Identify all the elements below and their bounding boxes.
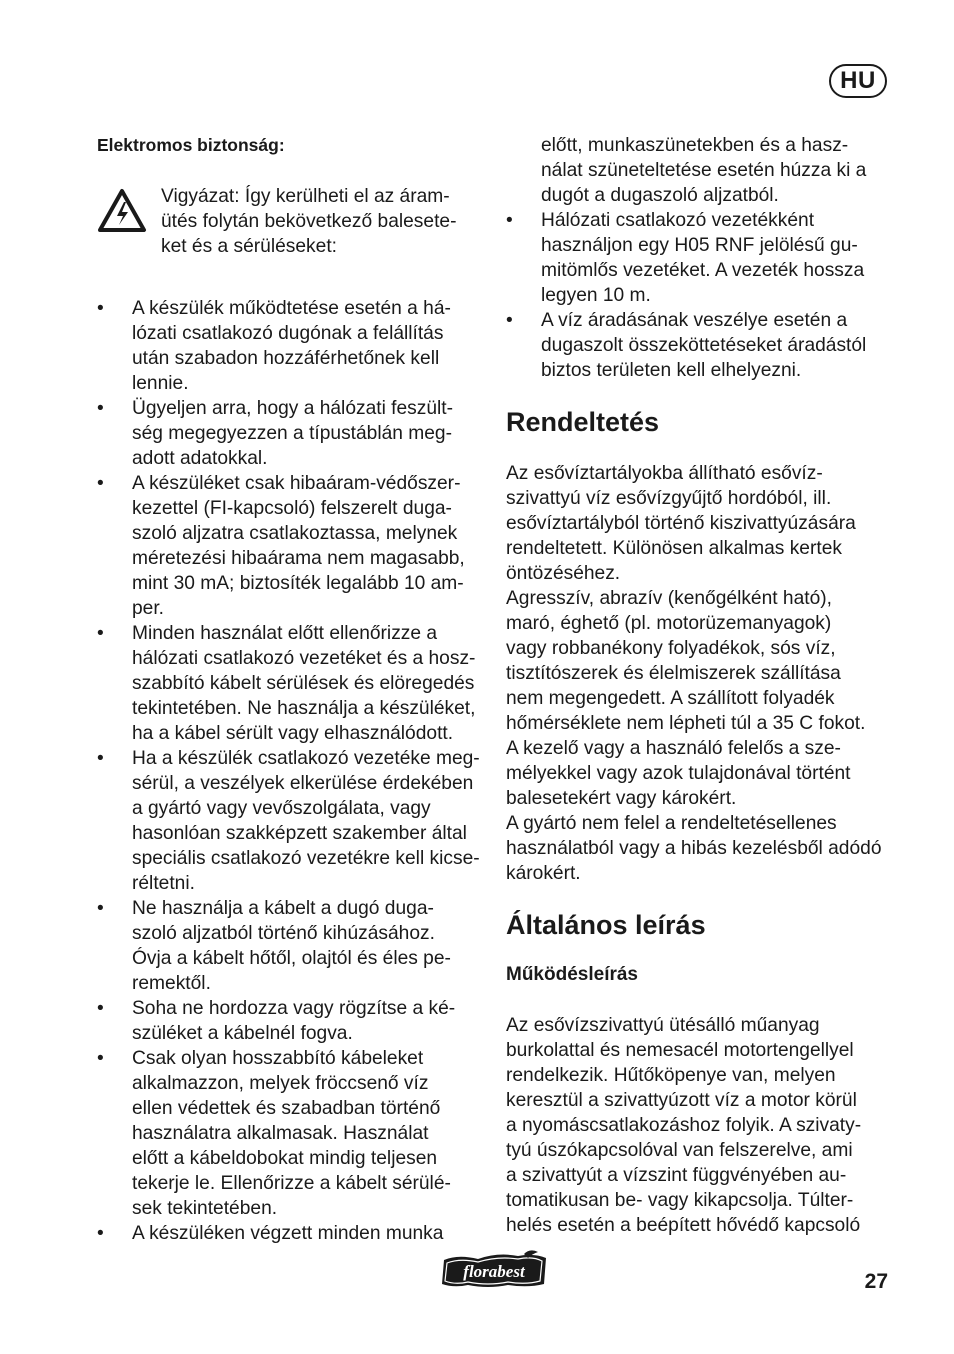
bullet-line: lennie. [132, 373, 189, 394]
bullet-line: • Ne használja a kábelt a dugó duga- [132, 898, 434, 919]
text-line: keresztül a szivattyúzott víz a motor körül [506, 1090, 857, 1111]
bullet-line: • Ha a készülék csatlakozó vezetéke meg- [132, 748, 480, 769]
text-line: Az esővízszivattyú ütésálló műanyag [506, 1015, 820, 1036]
page-number: 27 [864, 1270, 888, 1293]
safety-bullet-list-continued [506, 208, 896, 383]
bullet-line: méretezési hibaárama nem magasabb, [132, 548, 465, 569]
bullet-line: • A víz áradásának veszélye esetén a [541, 310, 848, 331]
list-item [97, 1046, 487, 1221]
florabest-logo [438, 1250, 550, 1290]
bullet-line: ha a kábel sérült vagy elhasználódott. [132, 723, 454, 744]
heading-altalanos-leiras: Általános leírás [506, 910, 706, 940]
bullet-line: • A készüléket csak hibaáram-védőszer- [132, 473, 461, 494]
text-line: burkolattal és nemesacél motortengellyel [506, 1040, 854, 1061]
text-line: tomatikusan be- vagy kikapcsolja. Túlter- [506, 1190, 854, 1211]
bullet-line: mitömlős vezetéket. A vezeték hossza [541, 260, 865, 281]
warning-line: ütés folytán bekövetkező balesete- [161, 211, 457, 232]
bullet-line: szoló aljzatból történő kihúzásához. [132, 923, 435, 944]
bullet-line: kezettel (FI-kapcsoló) felszerelt duga- [132, 498, 452, 519]
text-line: helés esetén a beépített hővédő kapcsoló [506, 1215, 861, 1236]
bullet-line: sek tekintetében. [132, 1198, 278, 1219]
text-line: Az esővíztartályokba állítható esővíz- [506, 463, 823, 484]
bullet-line: hasonlóan szakképzett szakember által [132, 823, 467, 844]
text-line: szivattyú víz esővízgyűjtő hordóból, ill. [506, 488, 832, 509]
subheading-mukodesleiras: Működésleírás [506, 964, 638, 985]
text-line: A gyártó nem felel a rendeltetésellenes [506, 813, 837, 834]
bullet-line: nálat szüneteltetése esetén húzza ki a [541, 160, 867, 181]
bullet-line: dugaszolt összeköttetéseket áradástól [541, 335, 867, 356]
text-line: vagy robbanékony folyadékok, sós víz, [506, 638, 836, 659]
text-line: használatból vagy a hibás kezelésből adódó [506, 838, 882, 859]
bullet-line: biztos területen kell elhelyezni. [541, 360, 802, 381]
text-line: Agresszív, abrazív (kenőgélként ható), [506, 588, 832, 609]
bullet-line: lózati csatlakozó dugónak a felállítás [132, 323, 444, 344]
bullet-line: • Csak olyan hosszabbító kábeleket [132, 1048, 424, 1069]
safety-bullet-list [97, 296, 487, 1246]
bullet-line: használatra alkalmasak. Használat [132, 1123, 429, 1144]
list-item [97, 746, 487, 896]
warning-line: ket és a sérüléseket: [161, 236, 337, 257]
language-badge [829, 64, 887, 98]
list-item [97, 296, 487, 396]
bullet-line: • Soha ne hordozza vagy rögzítse a ké- [132, 998, 456, 1019]
bullet-line: • Ügyeljen arra, hogy a hálózati feszült- [132, 398, 454, 419]
text-line: nem megengedett. A szállított folyadék [506, 688, 835, 709]
text-line: a nyomáscsatlakozáshoz folyik. A szivaty- [506, 1115, 862, 1136]
right-column [506, 133, 896, 1238]
bullet-line: hálózati csatlakozó vezetéket és a hosz- [132, 648, 476, 669]
text-line: tyú úszókapcsolóval van felszerelve, ami [506, 1140, 853, 1161]
text-line: öntözéséhez. [506, 563, 621, 584]
list-item [97, 471, 487, 621]
text-line: rendeltetett. Különösen alkalmas kertek [506, 538, 842, 559]
list-item [97, 621, 487, 746]
bullet-line: előtt a kábeldobokat mindig teljesen [132, 1148, 438, 1169]
continued-bullet-text [506, 133, 896, 208]
bullet-line: dugót a dugaszoló aljzatból. [541, 185, 779, 206]
text-line: rendelkezik. Hűtőköpenye van, melyen [506, 1065, 836, 1086]
list-item [97, 896, 487, 996]
text-line: tisztítószerek és élelmiszerek szállítása [506, 663, 841, 684]
bullet-line: speciális csatlakozó vezetékre kell kicse- [132, 848, 480, 869]
bullet-line: előtt, munkaszünetekben és a hasz- [541, 135, 849, 156]
warning-line: Vigyázat: Így kerülheti el az áram- [161, 186, 450, 207]
bullet-line: tekintetében. Ne használja a készüléket, [132, 698, 476, 719]
list-item [506, 208, 896, 308]
bullet-line: használjon egy H05 RNF jelölésű gu- [541, 235, 858, 256]
bullet-line: Óvja a kábelt hőtől, olajtól és éles pe- [132, 948, 451, 969]
bullet-line: • Minden használat előtt ellenőrizze a [132, 623, 438, 644]
text-line: a szivattyút a vízszint függvényében au- [506, 1165, 847, 1186]
text-line: balesetekért vagy károkért. [506, 788, 737, 809]
bullet-line: legyen 10 m. [541, 285, 651, 306]
bullet-line: • A készüléken végzett minden munka [132, 1223, 444, 1244]
bullet-line: réltetni. [132, 873, 195, 894]
electric-shock-warning-icon [97, 188, 147, 234]
list-item [97, 1221, 487, 1246]
heading-rendeltetes: Rendeltetés [506, 407, 660, 437]
mukodes-paragraph [506, 1013, 896, 1238]
bullet-line: szabbító kábelt sérülések és elöregedés [132, 673, 475, 694]
bullet-line: után szabadon hozzáférhetőnek kell [132, 348, 440, 369]
bullet-line: • A készülék működtetése esetén a há- [132, 298, 451, 319]
bullet-line: sérül, a veszélyek elkerülése érdekében [132, 773, 474, 794]
left-column [97, 132, 487, 1246]
logo-text: florabest [463, 1262, 525, 1281]
bullet-line: szüléket a kábelnél fogva. [132, 1023, 353, 1044]
bullet-line: remektől. [132, 973, 211, 994]
bullet-line: • Hálózati csatlakozó vezetékként [541, 210, 815, 231]
warning-block [97, 184, 487, 284]
text-line: esővíztartályból történő kiszivattyúzására [506, 513, 856, 534]
list-item [97, 396, 487, 471]
text-line: A kezelő vagy a használó felelős a sze- [506, 738, 841, 759]
section-label-electrical-safety: Elektromos biztonság: [97, 135, 285, 155]
text-line: károkért. [506, 863, 581, 884]
bullet-line: alkalmazzon, melyek fröccsenő víz [132, 1073, 429, 1094]
list-item [506, 308, 896, 383]
warning-text [161, 184, 487, 259]
bullet-line: a gyártó vagy vevőszolgálata, vagy [132, 798, 431, 819]
bullet-line: per. [132, 598, 165, 619]
text-line: hőmérséklete nem lépheti túl a 35 C fokot. [506, 713, 866, 734]
bullet-line: mint 30 mA; biztosíték legalább 10 am- [132, 573, 464, 594]
text-line: mélyekkel vagy azok tulajdonával történt [506, 763, 851, 784]
bullet-line: tekerje le. Ellenőrizze a kábelt sérülé- [132, 1173, 451, 1194]
bullet-line: szoló aljzatra csatlakoztassa, melynek [132, 523, 458, 544]
bullet-line: ség megegyezzen a típustáblán meg- [132, 423, 452, 444]
language-code: HU [840, 67, 876, 94]
bullet-line: adott adatokkal. [132, 448, 268, 469]
text-line: maró, éghető (pl. motorüzemanyagok) [506, 613, 832, 634]
bullet-line: ellen védettek és szabadban történő [132, 1098, 441, 1119]
rendeltetes-paragraph [506, 461, 896, 886]
list-item [97, 996, 487, 1046]
